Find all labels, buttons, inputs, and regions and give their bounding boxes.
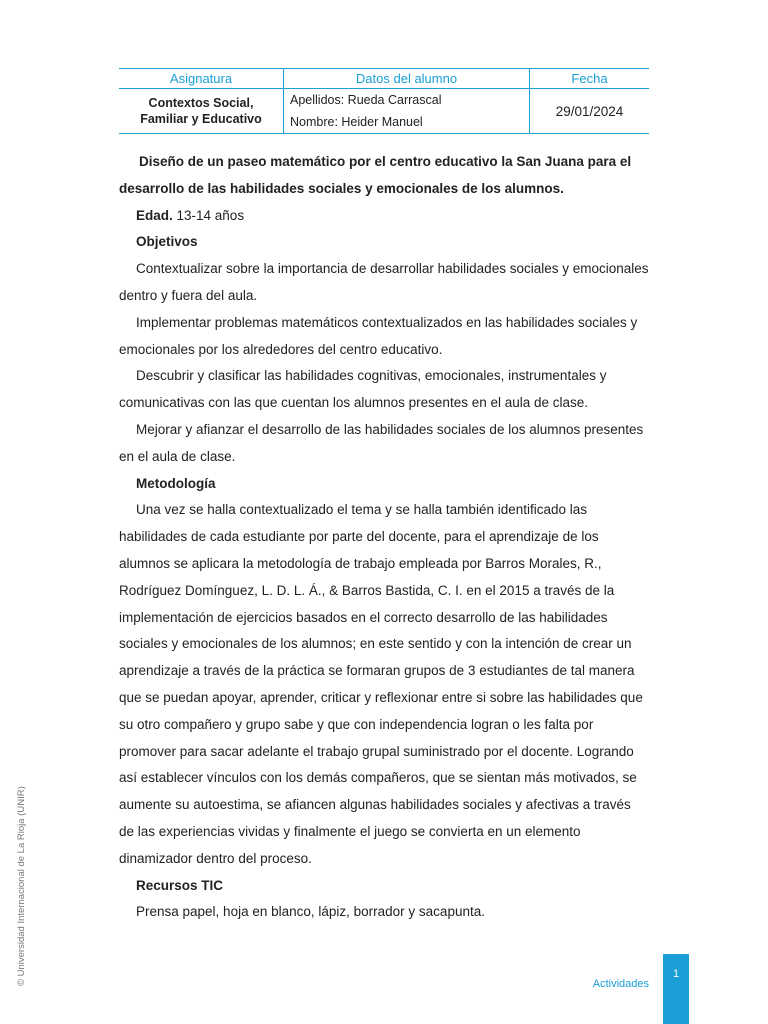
fecha-cell (530, 89, 650, 134)
document-title: Diseño de un paseo matemático por el centro educativo la San Juana para el desarrollo de las habilidades sociales y emocionales de los alumnos. (119, 154, 632, 196)
alumno-cell (284, 89, 530, 134)
asignatura-cell (119, 89, 284, 134)
footer-label: Actividades (592, 978, 649, 990)
objetivo-item: Mejorar y afianzar el desarrollo de las habilidades sociales de los alumnos presentes en el aula de clase. (119, 421, 644, 464)
recursos-heading: Recursos TIC (136, 877, 224, 893)
asignatura-value (119, 95, 283, 127)
nombre-value: Nombre: Heider Manuel (290, 115, 423, 129)
header-fecha: Fecha (530, 69, 650, 89)
metodologia-paragraph: Una vez se halla contextualizado el tema y se halla también identificado las habilidades de cada estudiante por parte del docente, para el aprendizaje de los alumnos se aplicara la metodología de trabajo empleada por Barros Morales, R., Rodríguez Domínguez, L. D. L. Á., & Barros Bastida, C. I. en el 2015 a través de la implementación de ejercicios basados en el correcto desarrollo de las habilidades sociales y emocionales de los alumnos; en este sentido y con la intención de crear un aprendizaje a través de la práctica se formaran grupos de 3 estudiantes de tal manera que se puedan apoyar, aprender, criticar y reflexionar entre si sobre las habilidades que su otro compañero y grupo sabe y que con independencia logran o les falta por promover para sacar adelante el trabajo grupal suministrado por el docente. Logrando así establecer vínculos con los demás compañeros, que se sientan más motivados, se aumente su autoestima, se afiancen algunas habilidades sociales y afectivas a través de las experiencias vividas y finalmente el juego se convierta en un elemento dinamizador dentro del proceso. (119, 502, 643, 866)
header-row (119, 69, 649, 89)
edad-label: Edad. (136, 207, 173, 223)
edad-value: 13-14 años (172, 207, 245, 223)
document-body (119, 149, 649, 926)
objetivo-item: Contextualizar sobre la importancia de desarrollar habilidades sociales y emocionales dentro y fuera del aula. (119, 261, 649, 303)
page-number: 1 (672, 968, 680, 980)
objetivo-item: Implementar problemas matemáticos contextualizados en las habilidades sociales y emocionales por los alrededores del centro educativo. (119, 314, 638, 357)
asignatura-line1: Contextos Social, (148, 96, 254, 110)
header-datos-alumno: Datos del alumno (284, 69, 530, 89)
copyright-notice: © Universidad Internacional de La Rioja (UNIR) (16, 786, 27, 986)
header-values-row (119, 89, 649, 134)
asignatura-line2: Familiar y Educativo (140, 112, 262, 126)
metodologia-heading: Metodología (136, 475, 216, 491)
page-number-tab (663, 954, 689, 1024)
edad-line (119, 203, 649, 230)
recursos-paragraph: Prensa papel, hoja en blanco, lápiz, borrador y sacapunta. (136, 904, 485, 920)
header-asignatura: Asignatura (119, 69, 284, 89)
apellidos-value: Apellidos: Rueda Carrascal (290, 93, 442, 107)
objetivos-heading: Objetivos (136, 234, 198, 250)
objetivo-item: Descubrir y clasificar las habilidades cognitivas, emocionales, instrumentales y comunicativas con las que cuentan los alumnos presentes en el aula de clase. (119, 368, 607, 411)
fecha-value: 29/01/2024 (555, 103, 624, 119)
header-table (119, 68, 649, 134)
